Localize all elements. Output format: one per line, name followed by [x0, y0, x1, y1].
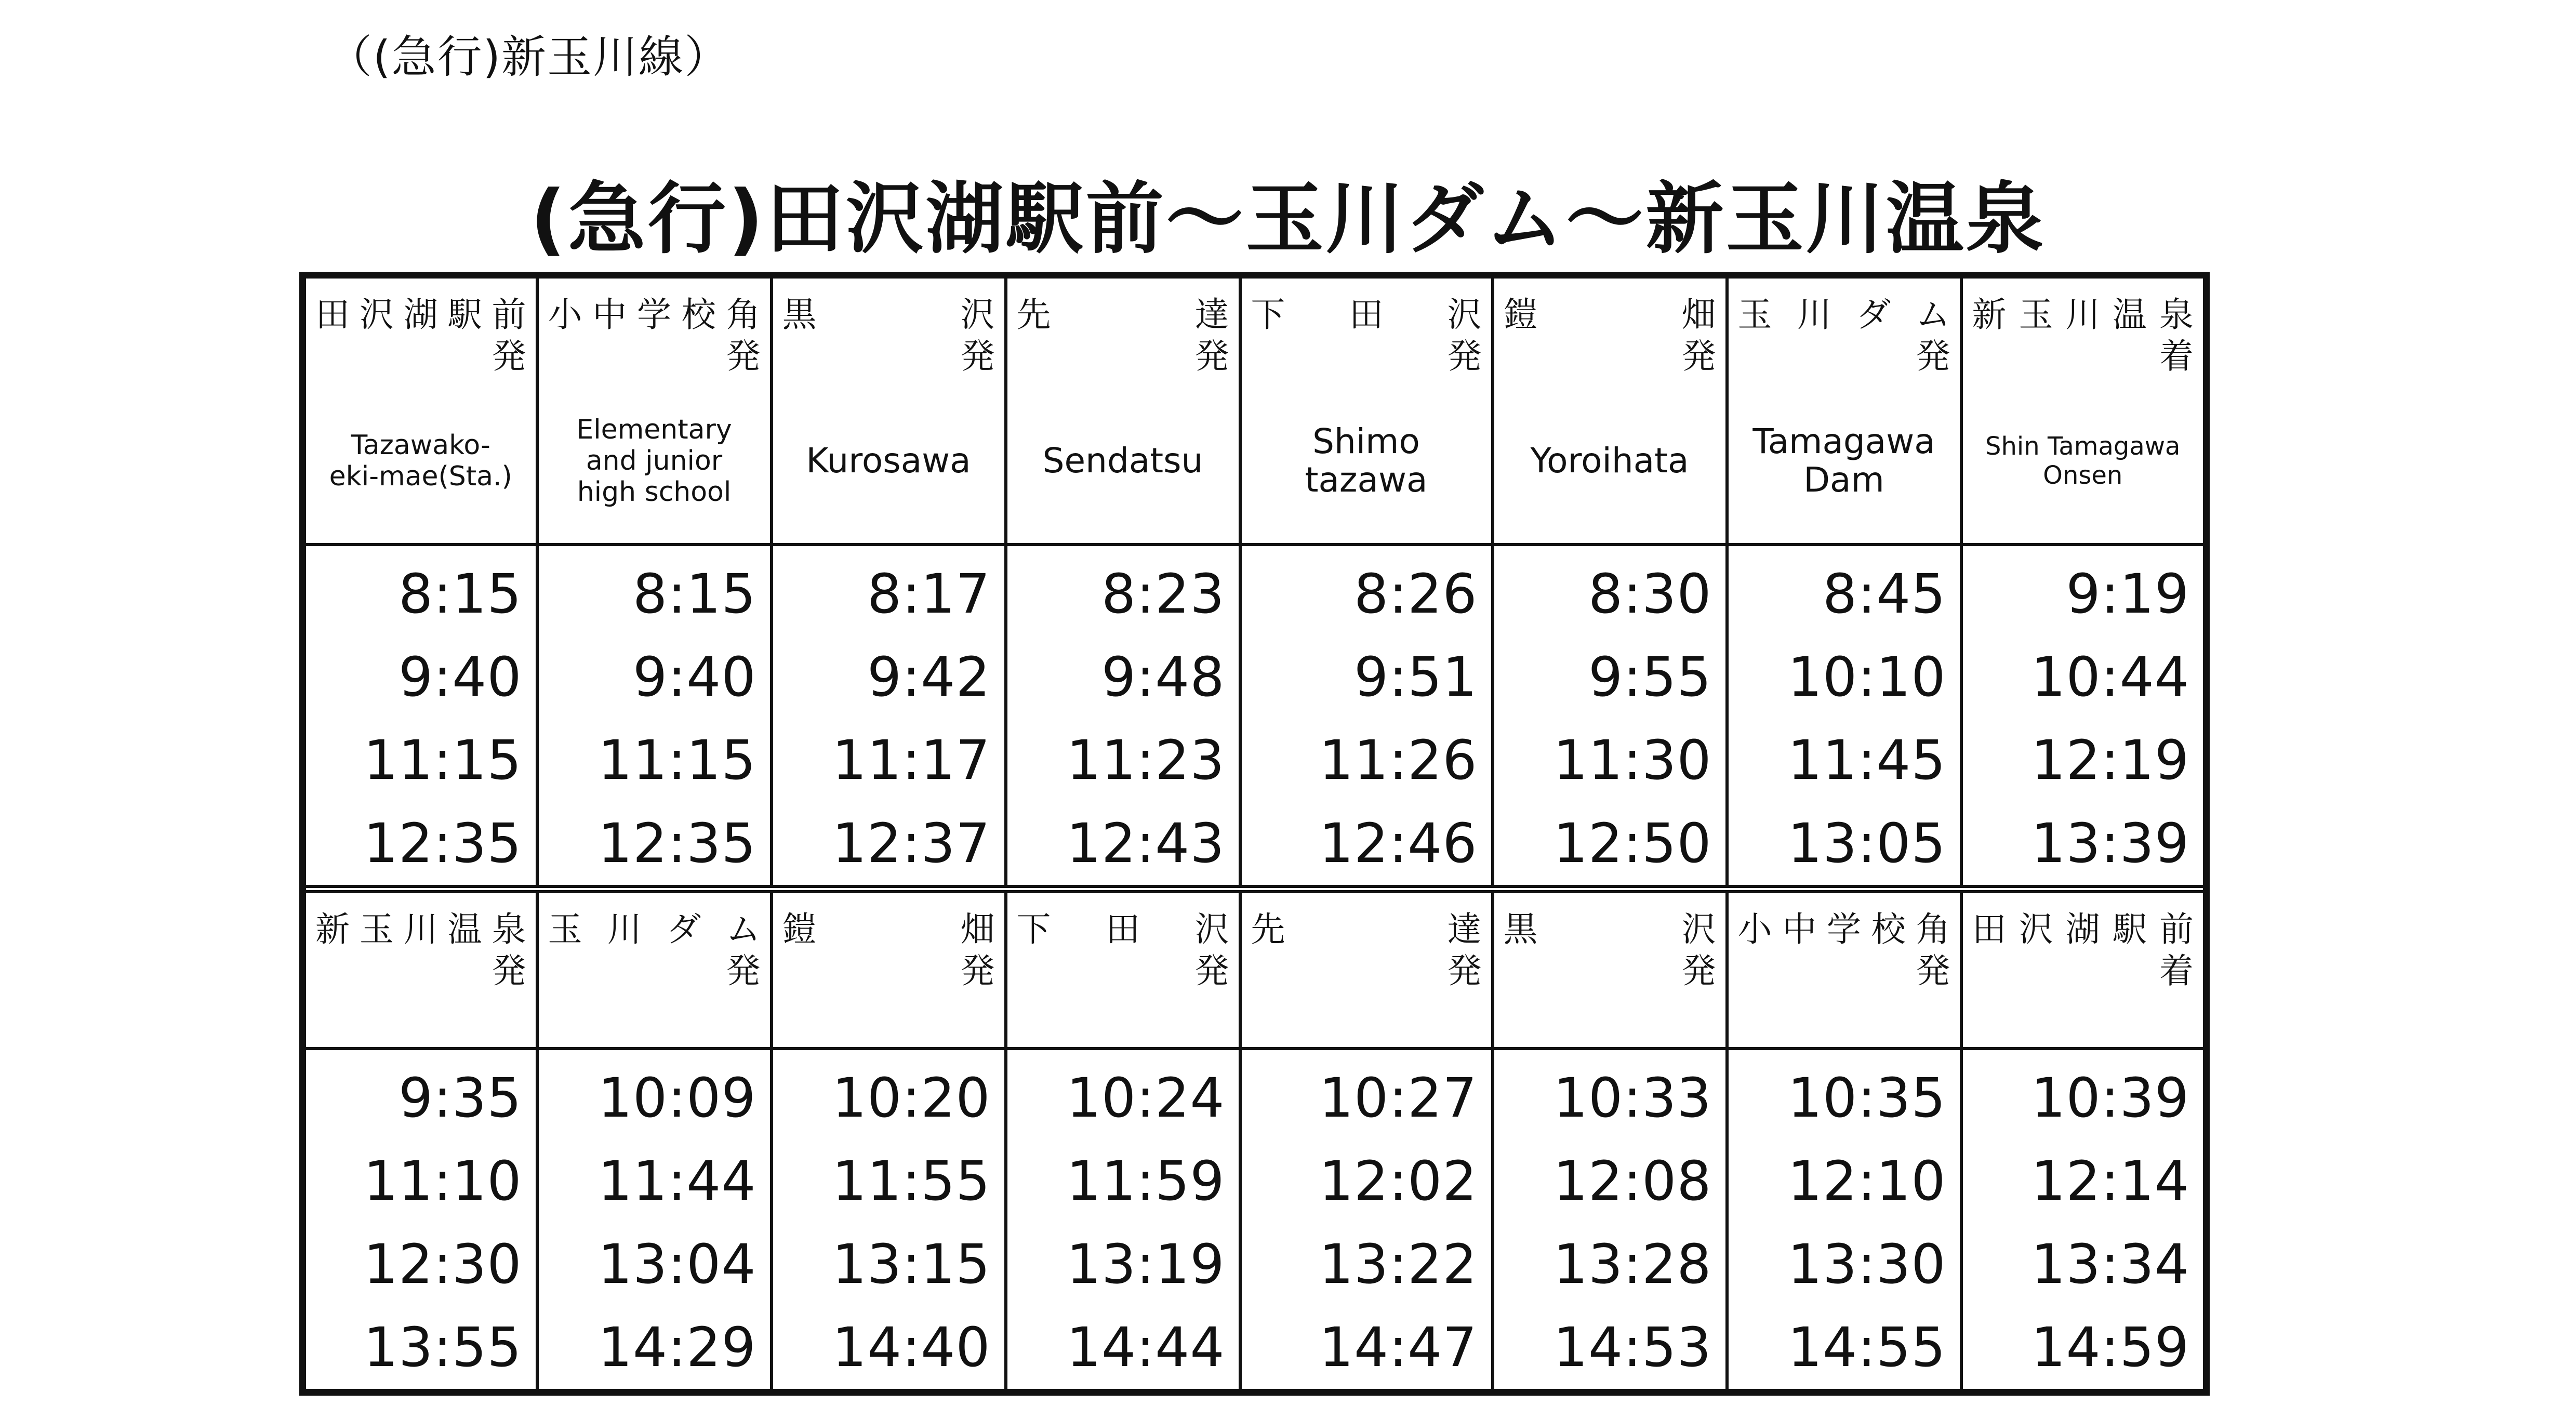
inbound-times: [303, 1049, 2207, 1393]
departure-time: 11:55: [772, 1139, 1006, 1223]
departure-time: 12:46: [1240, 802, 1493, 886]
departure-time: 10:10: [1727, 635, 1961, 719]
table-row: [303, 1139, 2207, 1223]
departure-time: 11:15: [537, 719, 772, 802]
station-name-en: Elementary and junior high school: [576, 414, 732, 508]
departure-time: 12:35: [303, 802, 537, 886]
departure-time: 13:39: [1961, 802, 2207, 886]
table-row: [303, 802, 2207, 886]
station-suffix: 発: [492, 950, 526, 991]
departure-time: 14:59: [1961, 1306, 2207, 1393]
departure-time: 13:15: [772, 1223, 1006, 1306]
departure-time: 13:05: [1727, 802, 1961, 886]
departure-time: 14:40: [772, 1306, 1006, 1393]
departure-time: 12:14: [1961, 1139, 2207, 1223]
departure-time: 10:33: [1493, 1049, 1727, 1139]
departure-time: 12:30: [303, 1223, 537, 1306]
departure-time: 8:45: [1727, 545, 1961, 635]
station-suffix: 発: [1194, 950, 1229, 991]
departure-time: 12:19: [1961, 719, 2207, 802]
station-suffix: 発: [726, 950, 761, 991]
station-suffix: 発: [492, 336, 526, 376]
station-name-en: Sendatsu: [1042, 441, 1203, 481]
table-row: [303, 635, 2207, 719]
departure-time: 8:15: [303, 545, 537, 635]
table-row: [303, 1049, 2207, 1139]
station-name: 先 達: [1251, 909, 1482, 949]
station-name: 小 中 学 校 角: [548, 295, 761, 335]
departure-time: 10:20: [772, 1049, 1006, 1139]
bus-timetable: [299, 272, 2210, 1396]
departure-time: 10:24: [1006, 1049, 1240, 1139]
departure-time: 8:26: [1240, 545, 1493, 635]
departure-time: 8:30: [1493, 545, 1727, 635]
inbound-header: [303, 892, 2207, 1049]
departure-time: 13:22: [1240, 1223, 1493, 1306]
station-name: 鎧 畑: [1503, 295, 1716, 335]
departure-time: 14:29: [537, 1306, 772, 1393]
departure-time: 11:44: [537, 1139, 772, 1223]
station-suffix: 発: [960, 950, 995, 991]
departure-time: 11:45: [1727, 719, 1961, 802]
station-name: 田 沢 湖 駅 前: [1972, 909, 2194, 949]
departure-time: 10:09: [537, 1049, 772, 1139]
station-name-en: Tazawako- eki-mae(Sta.): [329, 430, 512, 492]
departure-time: 11:15: [303, 719, 537, 802]
departure-time: 13:30: [1727, 1223, 1961, 1306]
departure-time: 8:15: [537, 545, 772, 635]
station-name: 小 中 学 校 角: [1737, 909, 1950, 949]
outbound-header-en: [303, 379, 2207, 545]
departure-time: 9:51: [1240, 635, 1493, 719]
station-suffix: 発: [1681, 336, 1716, 376]
departure-time: 8:17: [772, 545, 1006, 635]
departure-time: 11:10: [303, 1139, 537, 1223]
departure-time: 11:59: [1006, 1139, 1240, 1223]
station-suffix: 着: [2159, 950, 2194, 991]
departure-time: 12:37: [772, 802, 1006, 886]
departure-time: 9:55: [1493, 635, 1727, 719]
table-row: [303, 1223, 2207, 1306]
outbound-times: [303, 545, 2207, 886]
station-name: 下 田 沢: [1251, 295, 1482, 335]
station-name: 田 沢 湖 駅 前: [315, 295, 526, 335]
table-row: [303, 719, 2207, 802]
station-name: 玉 川 ダ ム: [1737, 295, 1950, 335]
station-suffix: 発: [1447, 336, 1482, 376]
departure-time: 9:42: [772, 635, 1006, 719]
departure-time: 9:19: [1961, 545, 2207, 635]
station-suffix: 発: [1681, 950, 1716, 991]
departure-time: 13:28: [1493, 1223, 1727, 1306]
departure-time: 10:44: [1961, 635, 2207, 719]
departure-time: 12:35: [537, 802, 772, 886]
departure-time: 9:40: [303, 635, 537, 719]
departure-time: 14:44: [1006, 1306, 1240, 1393]
station-name: 新 玉 川 温 泉: [1972, 295, 2194, 335]
station-name: 新 玉 川 温 泉: [315, 909, 526, 949]
station-suffix: 着: [2159, 336, 2194, 376]
table-row: [303, 1306, 2207, 1393]
station-suffix: 発: [726, 336, 761, 376]
station-name-en: Shin Tamagawa Onsen: [1985, 432, 2181, 490]
departure-time: 10:39: [1961, 1049, 2207, 1139]
station-name: 黒 沢: [1503, 909, 1716, 949]
station-name-en: Yoroihata: [1530, 441, 1689, 481]
section-divider: [303, 886, 2207, 892]
departure-time: 14:55: [1727, 1306, 1961, 1393]
station-suffix: 発: [1447, 950, 1482, 991]
station-suffix: 発: [1194, 336, 1229, 376]
station-name-en: Tamagawa Dam: [1752, 421, 1935, 500]
station-suffix: 発: [1916, 950, 1950, 991]
departure-time: 11:17: [772, 719, 1006, 802]
station-name-en: Shimo tazawa: [1305, 421, 1428, 500]
departure-time: 10:35: [1727, 1049, 1961, 1139]
outbound-header-jp: [303, 275, 2207, 379]
station-name: 玉 川 ダ ム: [548, 909, 761, 949]
departure-time: 9:35: [303, 1049, 537, 1139]
departure-time: 12:50: [1493, 802, 1727, 886]
timetable-title: (急行)田沢湖駅前〜玉川ダム〜新玉川温泉: [530, 174, 2046, 264]
station-name: 先 達: [1016, 295, 1229, 335]
departure-time: 10:27: [1240, 1049, 1493, 1139]
departure-time: 8:23: [1006, 545, 1240, 635]
departure-time: 13:19: [1006, 1223, 1240, 1306]
departure-time: 13:04: [537, 1223, 772, 1306]
departure-time: 13:55: [303, 1306, 537, 1393]
departure-time: 11:26: [1240, 719, 1493, 802]
departure-time: 12:43: [1006, 802, 1240, 886]
table-row: [303, 545, 2207, 635]
departure-time: 11:23: [1006, 719, 1240, 802]
station-name-en: Kurosawa: [806, 441, 971, 481]
departure-time: 9:48: [1006, 635, 1240, 719]
departure-time: 12:02: [1240, 1139, 1493, 1223]
station-name: 鎧 畑: [782, 909, 995, 949]
station-suffix: 発: [1916, 336, 1950, 376]
departure-time: 9:40: [537, 635, 772, 719]
station-name: 下 田 沢: [1016, 909, 1229, 949]
station-suffix: 発: [960, 336, 995, 376]
route-label: （(急行)新玉川線）: [327, 31, 731, 83]
departure-time: 14:47: [1240, 1306, 1493, 1393]
departure-time: 12:10: [1727, 1139, 1961, 1223]
departure-time: 13:34: [1961, 1223, 2207, 1306]
departure-time: 11:30: [1493, 719, 1727, 802]
station-name: 黒 沢: [782, 295, 995, 335]
departure-time: 12:08: [1493, 1139, 1727, 1223]
departure-time: 14:53: [1493, 1306, 1727, 1393]
